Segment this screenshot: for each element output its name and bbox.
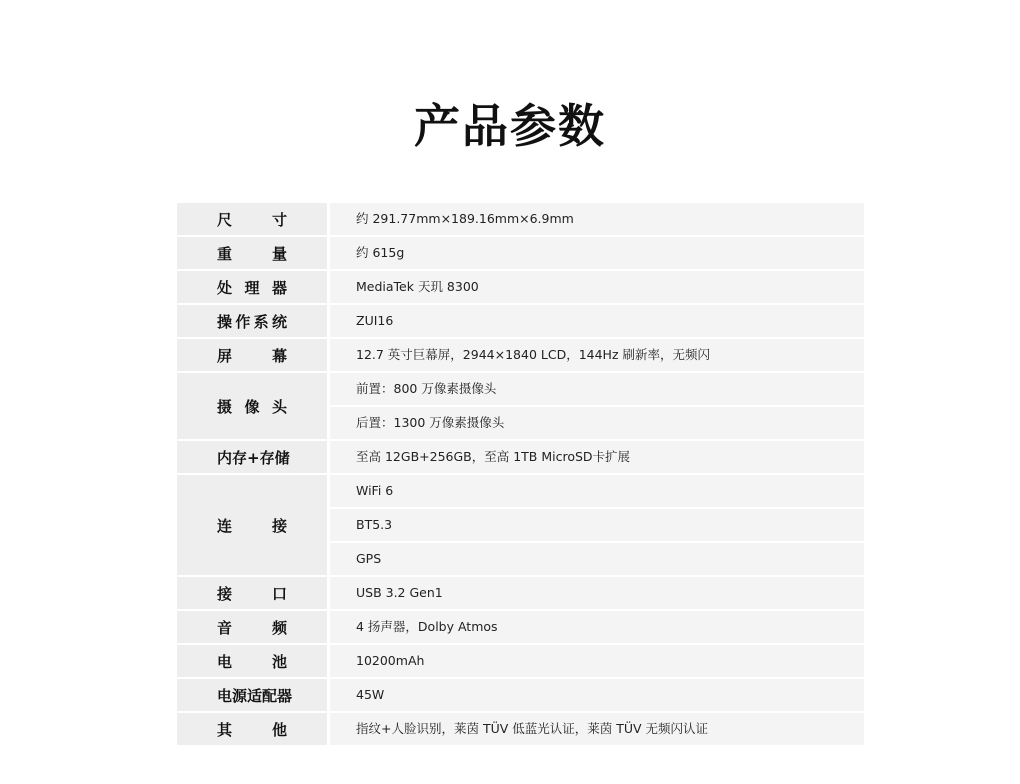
spec-row bbox=[177, 237, 864, 269]
spec-values bbox=[330, 577, 864, 609]
spec-label: 操作系统 bbox=[217, 312, 287, 331]
spec-label-cell bbox=[177, 203, 327, 235]
spec-values bbox=[330, 645, 864, 677]
spec-row bbox=[177, 645, 864, 677]
spec-label-cell bbox=[177, 271, 327, 303]
spec-values bbox=[330, 339, 864, 371]
spec-label: 电源适配器 bbox=[217, 686, 293, 705]
spec-label: 处理器 bbox=[217, 278, 287, 297]
spec-label-cell bbox=[177, 679, 327, 711]
spec-values bbox=[330, 203, 864, 235]
spec-value: USB 3.2 Gen1 bbox=[330, 577, 864, 609]
spec-values bbox=[330, 373, 864, 439]
spec-label: 音频 bbox=[217, 618, 287, 637]
spec-values bbox=[330, 679, 864, 711]
spec-values bbox=[330, 237, 864, 269]
page-title: 产品参数 bbox=[414, 99, 606, 153]
spec-values bbox=[330, 611, 864, 643]
spec-value: 约 291.77mm×189.16mm×6.9mm bbox=[330, 203, 864, 235]
spec-label: 尺寸 bbox=[217, 210, 287, 229]
spec-row bbox=[177, 305, 864, 337]
spec-label-cell bbox=[177, 577, 327, 609]
spec-value: MediaTek 天玑 8300 bbox=[330, 271, 864, 303]
spec-row bbox=[177, 611, 864, 643]
spec-values bbox=[330, 305, 864, 337]
spec-value: 约 615g bbox=[330, 237, 864, 269]
spec-label: 接口 bbox=[217, 584, 287, 603]
spec-label-cell bbox=[177, 305, 327, 337]
spec-label-cell bbox=[177, 339, 327, 371]
spec-label: 屏幕 bbox=[217, 346, 287, 365]
spec-label-cell bbox=[177, 441, 327, 473]
spec-value: 10200mAh bbox=[330, 645, 864, 677]
spec-row bbox=[177, 679, 864, 711]
spec-row bbox=[177, 271, 864, 303]
spec-table bbox=[177, 203, 864, 747]
spec-values bbox=[330, 713, 864, 745]
spec-label-cell bbox=[177, 713, 327, 745]
spec-values bbox=[330, 475, 864, 575]
spec-value: ZUI16 bbox=[330, 305, 864, 337]
spec-label: 电池 bbox=[217, 652, 287, 671]
spec-row bbox=[177, 475, 864, 575]
spec-value: BT5.3 bbox=[330, 509, 864, 541]
spec-label-cell bbox=[177, 373, 327, 439]
spec-row bbox=[177, 577, 864, 609]
spec-row bbox=[177, 203, 864, 235]
spec-value: 指纹+人脸识别，莱茵 TÜV 低蓝光认证，莱茵 TÜV 无频闪认证 bbox=[330, 713, 864, 745]
spec-row bbox=[177, 373, 864, 439]
spec-label: 内存+存储 bbox=[217, 448, 290, 467]
spec-value: GPS bbox=[330, 543, 864, 575]
spec-label-cell bbox=[177, 611, 327, 643]
spec-label-cell bbox=[177, 237, 327, 269]
spec-label: 重量 bbox=[217, 244, 287, 263]
spec-label-cell bbox=[177, 475, 327, 575]
spec-label: 其他 bbox=[217, 720, 287, 739]
spec-value: 后置：1300 万像素摄像头 bbox=[330, 407, 864, 439]
spec-row bbox=[177, 441, 864, 473]
spec-value: 前置：800 万像素摄像头 bbox=[330, 373, 864, 405]
spec-value: WiFi 6 bbox=[330, 475, 864, 507]
spec-label: 连接 bbox=[217, 516, 287, 535]
spec-value: 45W bbox=[330, 679, 864, 711]
spec-row bbox=[177, 713, 864, 745]
spec-values bbox=[330, 271, 864, 303]
spec-value: 至高 12GB+256GB，至高 1TB MicroSD卡扩展 bbox=[330, 441, 864, 473]
spec-value: 12.7 英寸巨幕屏，2944×1840 LCD，144Hz 刷新率，无频闪 bbox=[330, 339, 864, 371]
spec-label: 摄像头 bbox=[217, 397, 287, 416]
spec-value: 4 扬声器，Dolby Atmos bbox=[330, 611, 864, 643]
spec-values bbox=[330, 441, 864, 473]
spec-row bbox=[177, 339, 864, 371]
spec-label-cell bbox=[177, 645, 327, 677]
